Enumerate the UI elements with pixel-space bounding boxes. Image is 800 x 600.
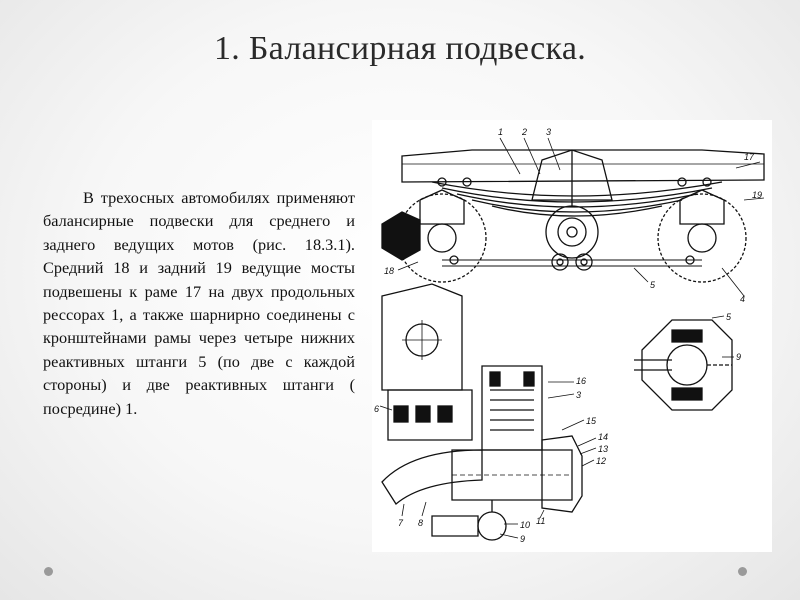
wheel-right [658,194,746,282]
section-drawing [374,284,608,544]
callout-detail-9: 9 [736,352,742,362]
axle-right [688,224,716,252]
callout-14: 14 [598,432,609,442]
slide-title: 1. Балансирная подвеска. [213,30,587,67]
callout-15: 15 [586,416,597,426]
callout-11: 11 [536,516,546,526]
callout-1: 1 [498,127,504,137]
nav-dot-left [44,567,53,576]
suspension-figure [372,120,772,552]
frame-rail [402,150,764,182]
callout-10: 10 [520,520,531,530]
nav-dot-right [738,567,747,576]
ball-joint-detail [634,312,741,410]
callout-12: 12 [596,456,607,466]
callout-9-lower: 9 [520,534,526,544]
callout-13: 13 [598,444,609,454]
callout-17: 17 [744,152,755,162]
callout-6: 6 [374,404,380,414]
callout-3: 3 [546,127,552,137]
callout-7: 7 [398,518,404,528]
callout-5: 5 [650,280,656,290]
callout-detail-5: 5 [726,312,732,322]
lower-joint [478,512,506,540]
axle-left [428,224,456,252]
callout-4: 4 [740,294,746,304]
callout-19: 19 [752,190,763,200]
callout-8: 8 [418,518,424,528]
callout-18: 18 [384,266,395,276]
callout-3-lower: 3 [576,390,582,400]
top-side-view [382,127,764,304]
body-paragraph: В трехосных автомобилях применяют балансирные подвески для среднего и заднего ведущих мотов (рис. 18.3.1). Средний 18 и задний 19 ведущие мосты подвешены к раме 17 на двух продольных рессорах 1, а также шарнирно соединены с кронштейнами рамы через четыре нижних реактивных штанги 5 (по две с каждой стороны) и две реактивных штанги ( посредине) 1. [43,188,355,418]
balancer-hub [546,206,598,258]
suspension-drawing [372,120,772,552]
callout-2: 2 [522,127,528,137]
callout-16: 16 [576,376,587,386]
